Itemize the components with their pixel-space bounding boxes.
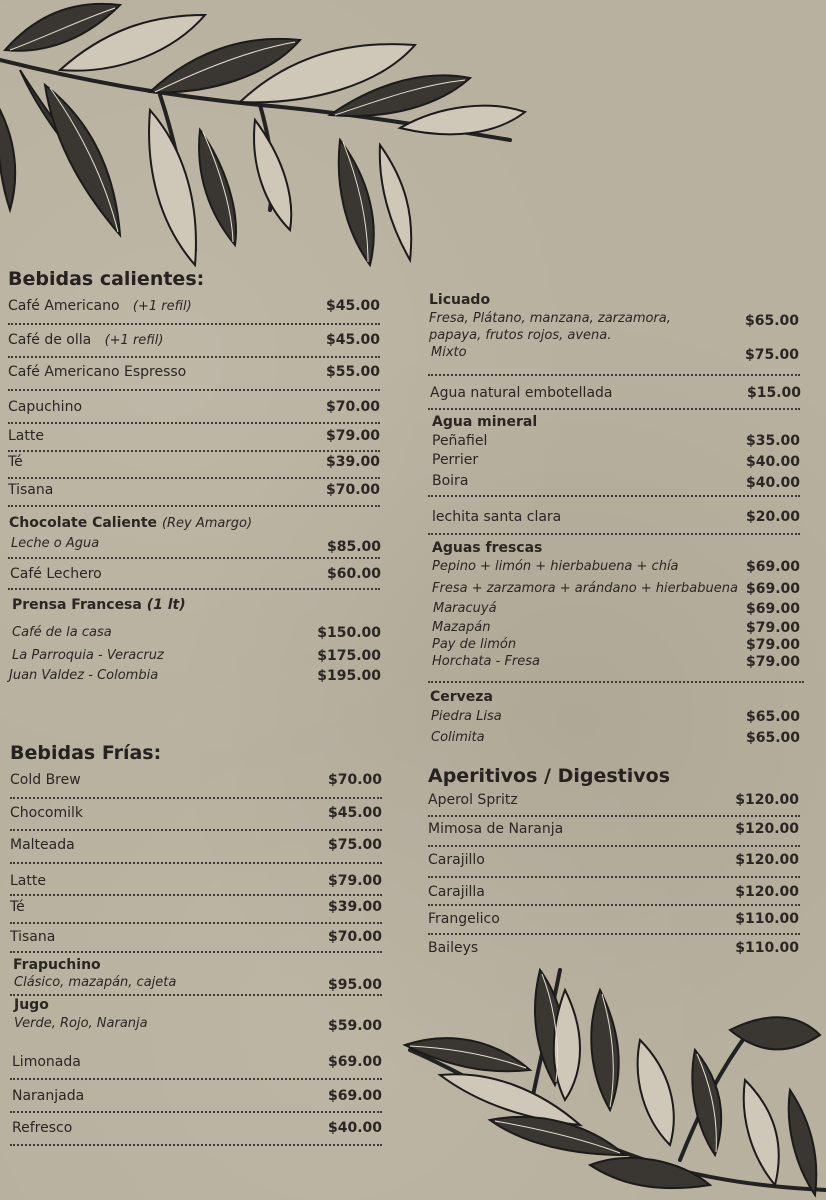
- prensa-item-price: $150.00: [317, 625, 381, 641]
- aperitivos-heading: Aperitivos / Digestivos: [428, 765, 671, 787]
- item-price: $45.00: [327, 805, 382, 821]
- item-price: $40.00: [745, 475, 800, 491]
- item-price: $120.00: [735, 884, 799, 900]
- menu-item: [10, 899, 382, 917]
- item-price: $70.00: [325, 482, 380, 498]
- menu-item: [8, 298, 380, 316]
- item-name: Café Americano Espresso: [8, 364, 187, 380]
- item-price: $110.00: [735, 911, 799, 927]
- agua-fresca-price: $79.00: [745, 637, 800, 653]
- divider: [8, 389, 380, 391]
- agua-mineral-heading: Agua mineral: [432, 414, 538, 430]
- item-name: Tisana: [8, 482, 54, 498]
- menu-item: [8, 399, 380, 417]
- item-price: $69.00: [327, 1054, 382, 1070]
- agua-fresca-price: $69.00: [745, 559, 800, 575]
- menu-item: [432, 433, 800, 451]
- menu-item: [8, 428, 380, 446]
- item-name: Refresco: [12, 1120, 73, 1136]
- menu-item: [10, 837, 382, 855]
- menu-item: [8, 454, 380, 472]
- jugo-heading: Jugo: [14, 997, 49, 1013]
- licuado-heading: Licuado: [429, 292, 491, 308]
- menu-item: [12, 1054, 382, 1072]
- item-name: Boira: [432, 473, 469, 489]
- item-price: $60.00: [326, 566, 381, 582]
- chocolate-option: Leche o Agua: [11, 536, 100, 551]
- item-price: $39.00: [327, 899, 382, 915]
- menu-item: [428, 911, 799, 929]
- item-name: Chocomilk: [10, 805, 84, 821]
- item-price: $35.00: [745, 433, 800, 449]
- divider: [428, 815, 800, 817]
- divider: [8, 588, 380, 590]
- prensa-item: Café de la casa: [12, 625, 112, 640]
- divider: [428, 495, 800, 497]
- item-price: $39.00: [325, 454, 380, 470]
- prensa-item: Juan Valdez - Colombia: [9, 668, 159, 683]
- agua-fresca-price: $79.00: [745, 620, 800, 636]
- divider: [8, 422, 380, 424]
- menu-item: [10, 805, 382, 823]
- cerveza-price: $65.00: [745, 709, 800, 725]
- divider: [10, 797, 382, 799]
- licuado-desc: Fresa, Plátano, manzana, zarzamora,: [429, 311, 671, 326]
- item-name: Carajilla: [428, 884, 485, 900]
- cold-drinks-heading: Bebidas Frías:: [10, 742, 162, 764]
- agua-fresca-item: Maracuyá: [433, 601, 497, 616]
- menu-item: [428, 852, 799, 870]
- mixto-price: $75.00: [744, 347, 799, 363]
- item-name: Café Lechero: [10, 566, 102, 582]
- agua-fresca-price: $69.00: [745, 581, 800, 597]
- divider: [10, 1144, 382, 1146]
- menu-item: [428, 821, 799, 839]
- divider: [10, 894, 382, 896]
- item-note: (+1 refil): [132, 299, 192, 314]
- item-name: Agua natural embotellada: [430, 385, 613, 401]
- item-name: Cold Brew: [10, 772, 81, 788]
- item-price: $40.00: [327, 1120, 382, 1136]
- menu-item: [12, 1120, 382, 1138]
- leaf-branch-top-left-icon: [0, 0, 540, 275]
- item-price: $15.00: [746, 385, 801, 401]
- item-price: $45.00: [325, 332, 380, 348]
- menu-item: [8, 332, 380, 350]
- item-price: $79.00: [327, 873, 382, 889]
- divider: [428, 876, 800, 878]
- item-price: $120.00: [735, 792, 799, 808]
- item-name: Mimosa de Naranja: [428, 821, 564, 837]
- divider: [10, 922, 382, 924]
- menu-item: [8, 482, 380, 500]
- agua-fresca-price: $69.00: [745, 601, 800, 617]
- divider: [10, 1111, 382, 1113]
- agua-fresca-item: Horchata - Fresa: [432, 654, 541, 669]
- menu-item: [8, 364, 380, 382]
- item-price: $70.00: [325, 399, 380, 415]
- item-name: Café de olla: [8, 332, 92, 348]
- item-price: $45.00: [325, 298, 380, 314]
- divider: [428, 533, 800, 535]
- agua-fresca-item: Pepino + limón + hierbabuena + chía: [432, 559, 679, 574]
- item-name: Capuchino: [8, 399, 83, 415]
- item-name: Perrier: [432, 452, 479, 468]
- agua-fresca-item: Fresa + zarzamora + arándano + hierbabuena: [432, 581, 738, 596]
- divider: [10, 829, 382, 831]
- menu-item: [428, 792, 799, 810]
- divider: [8, 450, 380, 452]
- menu-item: [432, 473, 800, 491]
- divider: [428, 681, 804, 683]
- item-note: (+1 refil): [104, 333, 164, 348]
- item-price: $70.00: [327, 929, 382, 945]
- item-price: $110.00: [735, 940, 799, 956]
- mixto-label: Mixto: [431, 345, 467, 360]
- item-name: Carajillo: [428, 852, 485, 868]
- item-name: Tisana: [10, 929, 56, 945]
- divider: [8, 477, 380, 479]
- item-name: Latte: [10, 873, 46, 889]
- chocolate-price: $85.00: [326, 539, 381, 555]
- licuado-price: $65.00: [744, 313, 799, 329]
- item-name: Prensa Francesa: [12, 597, 142, 613]
- leaf-branch-bottom-right-icon: [400, 960, 826, 1200]
- divider: [428, 408, 800, 410]
- menu-item: [12, 1088, 382, 1106]
- menu-item: [428, 940, 799, 958]
- licuado-desc: papaya, frutos rojos, avena.: [429, 328, 612, 343]
- frapuchino-heading: Frapuchino: [13, 957, 101, 973]
- item-price: $40.00: [745, 454, 800, 470]
- divider: [8, 557, 380, 559]
- item-name: Chocolate Caliente: [9, 515, 158, 531]
- item-price: $20.00: [745, 509, 800, 525]
- prensa-heading: [12, 597, 186, 613]
- frapuchino-desc: Clásico, mazapán, cajeta: [14, 975, 177, 990]
- item-name: Limonada: [12, 1054, 81, 1070]
- item-price: $70.00: [327, 772, 382, 788]
- prensa-item-price: $175.00: [317, 648, 381, 664]
- item-name: Frangelico: [428, 911, 500, 927]
- divider: [10, 994, 382, 996]
- agua-fresca-item: Mazapán: [432, 620, 491, 635]
- item-name: lechita santa clara: [432, 509, 562, 525]
- agua-fresca-item: Pay de limón: [432, 637, 517, 652]
- jugo-price: $59.00: [327, 1018, 382, 1034]
- divider: [8, 356, 380, 358]
- item-name: Té: [8, 454, 23, 470]
- item-name: Té: [10, 899, 25, 915]
- menu-item: [10, 772, 382, 790]
- divider: [8, 323, 380, 325]
- divider: [428, 374, 800, 376]
- menu-item: [432, 452, 800, 470]
- hot-drinks-heading: Bebidas calientes:: [8, 268, 205, 290]
- prensa-item-price: $195.00: [317, 668, 381, 684]
- chocolate-heading: [9, 515, 252, 531]
- menu-item: [432, 509, 800, 527]
- divider: [10, 862, 382, 864]
- item-price: $120.00: [735, 821, 799, 837]
- agua-fresca-price: $79.00: [745, 654, 800, 670]
- cerveza-price: $65.00: [745, 730, 800, 746]
- item-name: Aperol Spritz: [428, 792, 518, 808]
- divider: [428, 845, 800, 847]
- cerveza-item: Colimita: [431, 730, 485, 745]
- menu-item: [10, 873, 382, 891]
- item-name: Café Americano: [8, 298, 120, 314]
- aguas-frescas-heading: Aguas frescas: [432, 540, 543, 556]
- item-note: (Rey Amargo): [161, 516, 253, 531]
- jugo-desc: Verde, Rojo, Naranja: [14, 1016, 148, 1031]
- item-price: $79.00: [325, 428, 380, 444]
- divider: [10, 1078, 382, 1080]
- divider: [10, 951, 382, 953]
- divider: [8, 505, 380, 507]
- item-note: (1 lt): [146, 597, 186, 613]
- item-name: Malteada: [10, 837, 75, 853]
- item-name: Peñafiel: [432, 433, 488, 449]
- cerveza-heading: Cerveza: [430, 689, 493, 705]
- item-price: $69.00: [327, 1088, 382, 1104]
- prensa-item: La Parroquia - Veracruz: [12, 648, 164, 663]
- menu-item: [10, 566, 381, 584]
- item-name: Baileys: [428, 940, 479, 956]
- menu-item: [430, 385, 801, 403]
- item-price: $55.00: [325, 364, 380, 380]
- item-price: $75.00: [327, 837, 382, 853]
- menu-item: [428, 884, 799, 902]
- divider: [428, 904, 800, 906]
- cerveza-item: Piedra Lisa: [431, 709, 502, 724]
- item-price: $120.00: [735, 852, 799, 868]
- divider: [428, 933, 800, 935]
- item-name: Latte: [8, 428, 44, 444]
- item-name: Naranjada: [12, 1088, 85, 1104]
- menu-item: [10, 929, 382, 947]
- frapuchino-price: $95.00: [327, 977, 382, 993]
